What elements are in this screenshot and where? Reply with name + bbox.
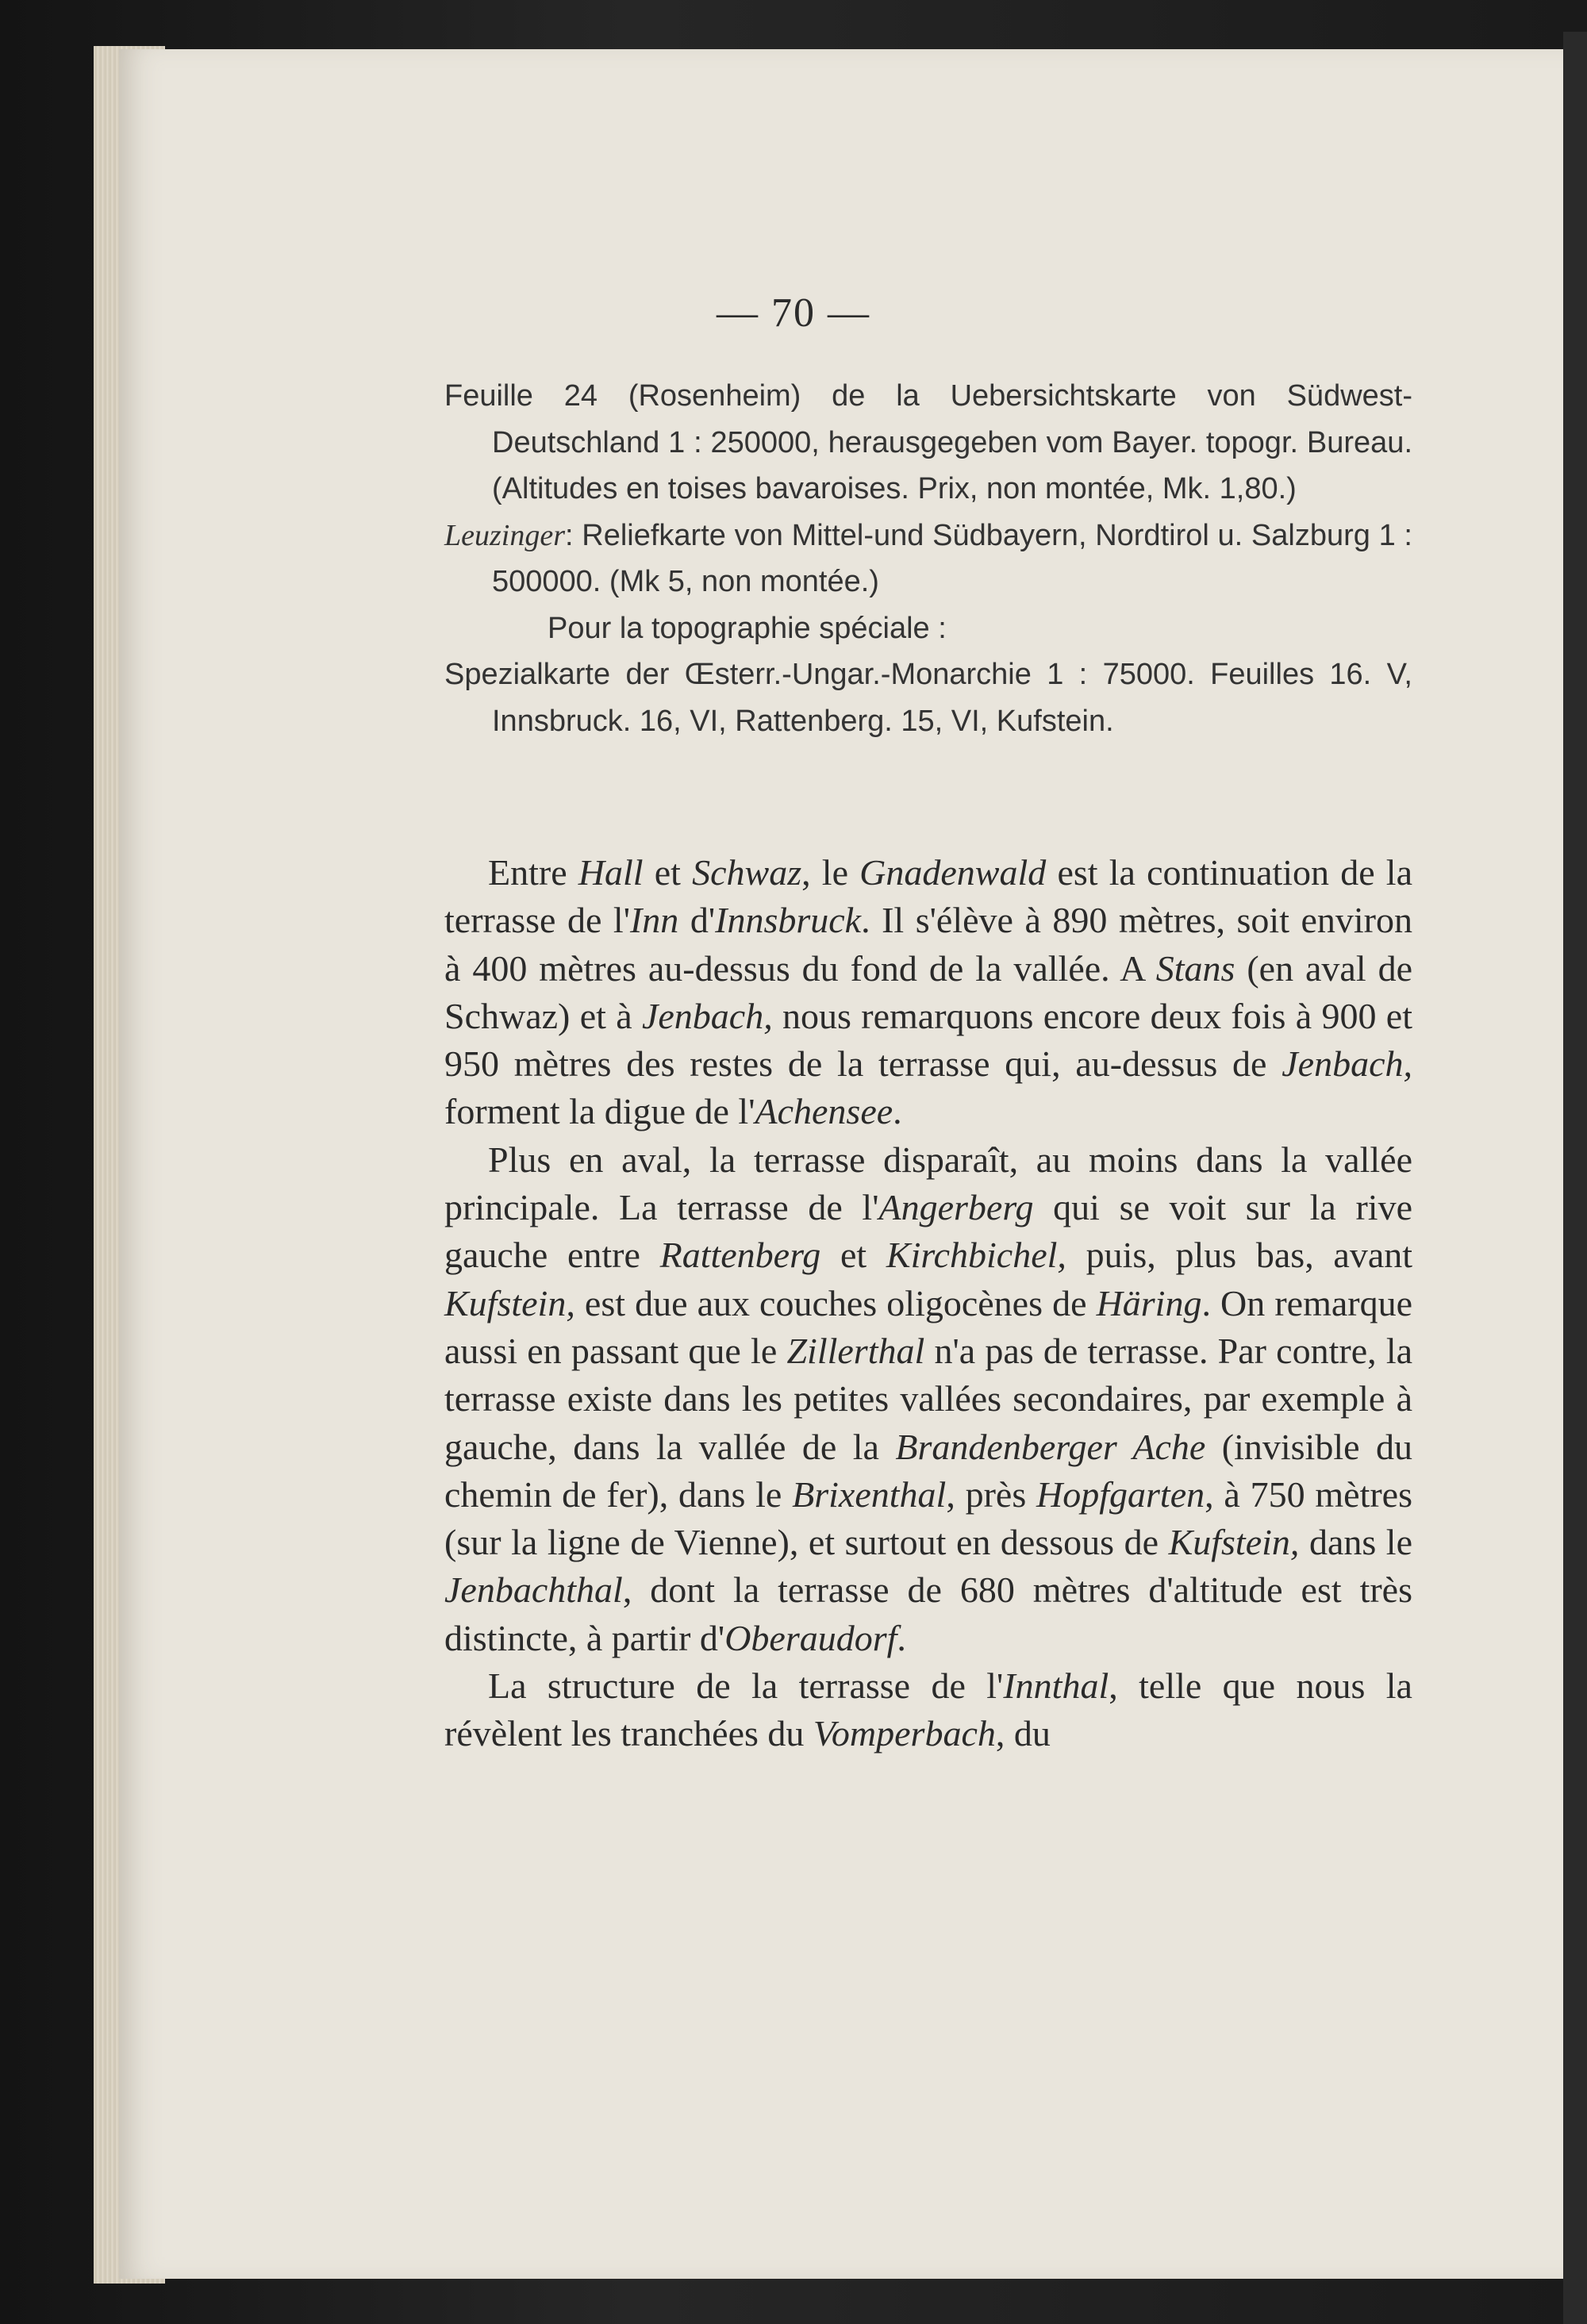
italic-term: Innsbruck [715,900,862,941]
text-run: Plus en aval, la terrasse disparaît, au moins dans la vallée principale. La terrasse de l' [444,1139,1412,1228]
text-run: est due aux couches oligocènes de [574,1282,1097,1323]
text-run: , telle que nous la révèlent les tranchées du [444,1665,1412,1754]
text-run: , dont la terrasse de 680 mètres d'altitude est très distincte, à partir d' [444,1569,1412,1658]
italic-term: Kirchbichel, [886,1235,1066,1276]
italic-term: Hopfgarten [1036,1473,1205,1515]
text-run: : Reliefkarte von Mittel-und Südbayern, Nordtirol u. Salzburg 1 : 500000. (Mk 5, non montée.) [492,518,1412,598]
book-cover-edge [1563,32,1587,2324]
italic-term: Vomperbach [813,1713,996,1754]
italic-term: Inn [629,900,679,941]
bibliography-entry [444,513,1412,605]
italic-term: Schwaz [692,852,802,893]
bibliography-block [444,373,1412,744]
italic-term: Oberaudorf [724,1617,897,1658]
italic-term: Hall [578,852,644,893]
text-run: . [897,1617,906,1658]
italic-term: Brixenthal [792,1473,947,1515]
text-run: . Il s'élève à 890 mètres, soit environ à 400 mètres au-dessus du fond de la vallée. A [444,900,1412,989]
text-run: (invisible du chemin de fer), dans le [444,1426,1412,1515]
italic-term: Kufstein, [444,1282,575,1323]
paragraph [444,1136,1412,1662]
body-text [444,849,1412,1758]
text-run: , à 750 mètres (sur la ligne de Vienne), et surtout en dessous de [444,1473,1413,1563]
italic-term: Jenbach, [1282,1043,1412,1085]
italic-term: Häring [1096,1282,1202,1323]
text-run: nous remarquons encore deux fois à 900 et 950 mètres des restes de la terrasse qui, au-dessus de [444,995,1412,1085]
text-run: . [893,1091,902,1132]
italic-term: Jenbach, [641,995,773,1036]
italic-term: Zillerthal [786,1330,925,1371]
text-run: , du [995,1713,1051,1754]
text-run: La structure de la terrasse de l' [488,1665,1004,1707]
italic-term: Stans [1155,947,1235,989]
text-run: puis, plus bas, avant [1066,1235,1413,1276]
text-run: et [820,1235,886,1276]
italic-term: Rattenberg [659,1235,821,1276]
text-run: forment la digue de l' [444,1091,755,1132]
bibliography-heading [444,605,1412,652]
text-run: Spezialkarte der Œsterr.-Ungar.-Monarchie 1 : 75000. Feuilles 16. V, Innsbruck. 16, VI, Rattenberg. 15, VI, Kufstein. [444,658,1412,738]
italic-term: Kufstein, [1168,1522,1300,1563]
text-run: et [643,852,693,893]
bibliography-entry [444,651,1412,744]
paragraph [444,849,1412,1136]
text-run: Entre [488,852,578,893]
text-run: dans le [1299,1522,1413,1563]
page-number: — 70 — [717,290,870,336]
text-run: (en aval de Schwaz) et à [444,947,1412,1036]
italic-term: Gnadenwald [859,852,1047,893]
italic-term: Brandenberger Ache [895,1426,1206,1467]
text-run: , près [946,1473,1037,1515]
text-run: , le [801,852,860,893]
italic-term: Jenbachthal [444,1569,623,1611]
text-run: Pour la topographie spéciale : [548,611,947,645]
italic-term: Angerberg [878,1187,1034,1228]
bibliography-entry [444,373,1412,513]
text-run: est la continuation de la terrasse de l' [444,852,1412,941]
text-run: qui se voit sur la rive gauche entre [444,1187,1412,1276]
text-run: d' [678,900,716,941]
text-run: . On remarque aussi en passant que le [444,1282,1412,1371]
text-run: n'a pas de terrasse. Par contre, la terrasse existe dans les petites vallées secondaires, par exemple à gauche, dans la vallée de la [444,1330,1413,1467]
italic-term: Innthal [1003,1665,1109,1707]
italic-term: Leuzinger [444,518,565,552]
text-run: Feuille 24 (Rosenheim) de la Uebersichtskarte von Südwest-Deutschland 1 : 250000, herausgegeben vom Bayer. topogr. Bureau. (Altitudes en toises bavaroises. Prix, non montée, Mk. 1,80.) [444,379,1412,505]
italic-term: Achensee [755,1091,893,1132]
paragraph [444,1662,1412,1758]
